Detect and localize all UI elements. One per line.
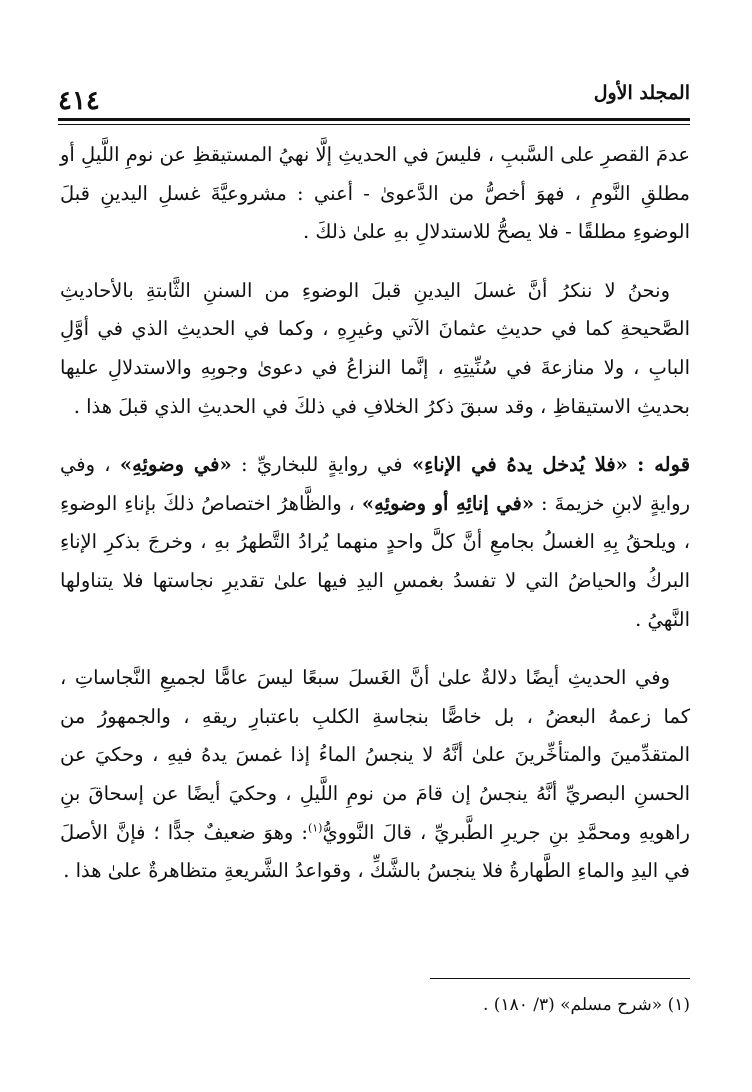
footnote-marker[interactable]: (١) [307,821,323,834]
paragraph-4 [60,659,690,891]
page-number: ٤١٤ [58,86,100,116]
header-rule-thin [58,124,690,125]
page-header [58,72,690,116]
footnote-separator [430,978,690,979]
qawl-paragraph [60,446,690,639]
hadith-quote-3: «في إنائِهِ أو وضوئِهِ» [361,491,535,515]
paragraph-2: ونحنُ لا ننكرُ أنَّ غسلَ اليدينِ قبلَ الوضوءِ من السننِ الثَّابتةِ بالأحاديثِ الصَّحيحةِ كما في حديثِ عثمانَ الآتي وغيرِهِ ، وكما في الحديثِ الذي في أوَّلِ البابِ ، ولا منازعةَ في سُنِّيتِهِ ، إنَّما النزاعُ في دعوىٰ وجوبِهِ والاستدلالِ عليها بحديثِ الاستيقاظِ ، وقد سبقَ ذكرُ الخلافِ في ذلكَ في الحديثِ الذي قبلَ هذا . [60,278,690,418]
footnote: (١) «شرح مسلم» (٣/ ١٨٠) . [482,995,690,1015]
paragraph-1: عدمَ القصرِ على السَّببِ ، فليسَ في الحديثِ إلَّا نهيُ المستيقظِ عن نومِ اللَّيلِ أو مطلقِ النَّومِ ، فهوَ أخصُّ من الدَّعوىٰ - أعني : مشروعيَّةَ غسلِ اليدينِ قبلَ الوضوءِ مطلقًا - فلا يصحُّ للاستدلالِ بهِ علىٰ ذلكَ . [60,143,690,244]
qawl-text-1: في روايةٍ للبخاريِّ : [231,453,412,477]
qawl-label: قوله : [637,453,691,477]
qawl-text-2: ، وفي روايةٍ لابنِ خزيمةَ : [60,453,690,515]
volume-title: المجلد الأول [593,82,690,104]
hadith-quote-1: «فلا يُدخل يدهُ في الإناءِ» [411,453,628,477]
paragraph-4-text-a: وفي الحديثِ أيضًا دلالةٌ علىٰ أنَّ الغَسلَ سبعًا ليسَ عامًّا لجميعِ النَّجاساتِ ، كما زعمهُ البعضُ ، بل خاصًّا بنجاسةِ الكلبِ باعتبارِ ريقهِ ، والجمهورُ من المتقدِّمينَ والمتأخِّرينَ علىٰ أنَّهُ لا ينجسُ الماءُ إذا غمسَ يدهُ فيهِ ، وحكيَ عن الحسنِ البصريِّ أنَّهُ ينجسُ إن قامَ من نومِ اللَّيلِ ، وحكيَ أيضًا عن إسحاقَ بنِ راهويهِ ومحمَّدِ بنِ جريرِ الطَّبريِّ ، قالَ النَّوويُّ [60,666,690,844]
qawl-text-3: ، والظَّاهرُ اختصاصُ ذلكَ بإناءِ الوضوءِ ، ويلحقُ بِهِ الغسلُ بجامعِ أنَّ كلَّ واحدٍ منهما يُرادُ التَّطهرُ بهِ ، وخرجَ بذكرِ الإناءِ البركُ والحياضُ التي لا تفسدُ بغمسِ اليدِ فيها علىٰ تقديرِ نجاستها فلا يتناولها النَّهيُ . [60,491,690,631]
hadith-quote-2: «في وضوئِهِ» [119,453,232,477]
header-rule-thick [58,118,690,121]
page-body [60,136,690,911]
paragraph-4-text-b: : وهوَ ضعيفٌ جدًّا ؛ فإنَّ الأصلَ في اليدِ والماءِ الطَّهارةُ فلا ينجسُ بالشَّكِّ ، وقواعدُ الشَّريعةِ متظاهرةٌ علىٰ هذا . [60,820,690,883]
